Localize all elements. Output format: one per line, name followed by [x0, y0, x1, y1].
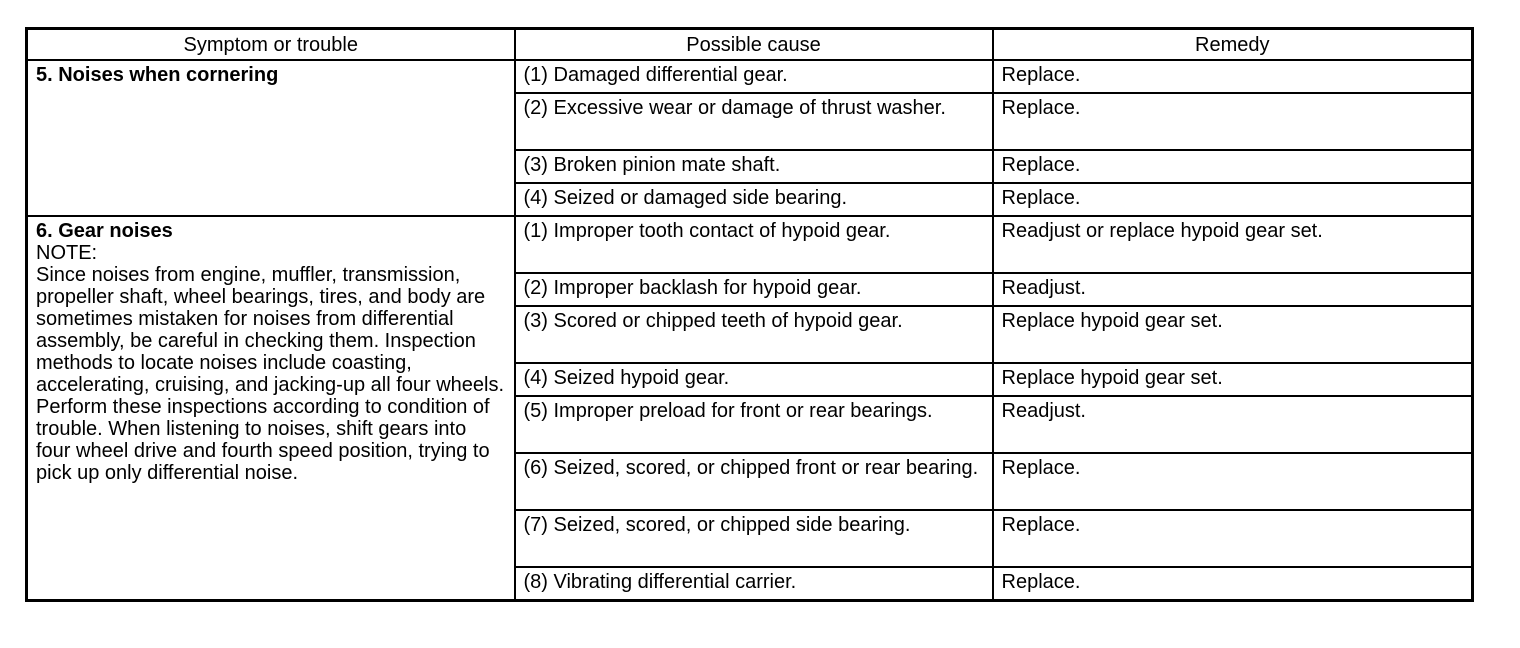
remedy-cell: Readjust or replace hypoid gear set. — [993, 216, 1473, 273]
cause-cell: (4) Seized or damaged side bearing. — [515, 183, 993, 216]
remedy-cell: Replace. — [993, 60, 1473, 93]
cause-cell: (5) Improper preload for front or rear bearings. — [515, 396, 993, 453]
remedy-cell: Replace. — [993, 150, 1473, 183]
cause-cell: (3) Broken pinion mate shaft. — [515, 150, 993, 183]
cause-cell: (6) Seized, scored, or chipped front or rear bearing. — [515, 453, 993, 510]
troubleshooting-table — [25, 27, 1474, 602]
cause-cell: (1) Damaged differential gear. — [515, 60, 993, 93]
cause-cell: (1) Improper tooth contact of hypoid gear. — [515, 216, 993, 273]
remedy-cell: Readjust. — [993, 273, 1473, 306]
cause-cell: (4) Seized hypoid gear. — [515, 363, 993, 396]
table-row — [27, 60, 1473, 93]
remedy-cell: Replace. — [993, 567, 1473, 600]
header-row — [27, 29, 1473, 61]
table-body — [27, 60, 1473, 600]
cause-cell: (2) Excessive wear or damage of thrust washer. — [515, 93, 993, 150]
remedy-cell: Replace hypoid gear set. — [993, 363, 1473, 396]
cause-cell: (8) Vibrating differential carrier. — [515, 567, 993, 600]
cause-cell: (3) Scored or chipped teeth of hypoid gear. — [515, 306, 993, 363]
symptom-cell — [27, 216, 515, 600]
table-header — [27, 29, 1473, 61]
table-row — [27, 216, 1473, 273]
remedy-cell: Replace. — [993, 510, 1473, 567]
symptom-title: 5. Noises when cornering — [36, 64, 279, 86]
cause-cell: (7) Seized, scored, or chipped side bearing. — [515, 510, 993, 567]
note-label: NOTE: — [36, 242, 98, 264]
remedy-cell: Replace. — [993, 93, 1473, 150]
remedy-cell: Replace. — [993, 183, 1473, 216]
note-text: Since noises from engine, muffler, transmission, propeller shaft, wheel bearings, tires, and body are sometimes mistaken for noises from differential assembly, be careful in checking them. Inspection methods to locate noises include coasting, accelerating, cruising, and jacking-up all four wheels. Perform these inspections according to condition of trouble. When listening to noises, shift gears into four wheel drive and fourth speed position, trying to pick up only differential noise. — [36, 264, 505, 484]
remedy-cell: Readjust. — [993, 396, 1473, 453]
symptom-title: 6. Gear noises — [36, 220, 173, 242]
header-symptom: Symptom or trouble — [27, 29, 515, 61]
remedy-cell: Replace. — [993, 453, 1473, 510]
header-remedy: Remedy — [993, 29, 1473, 61]
header-cause: Possible cause — [515, 29, 993, 61]
remedy-cell: Replace hypoid gear set. — [993, 306, 1473, 363]
symptom-cell — [27, 60, 515, 216]
cause-cell: (2) Improper backlash for hypoid gear. — [515, 273, 993, 306]
